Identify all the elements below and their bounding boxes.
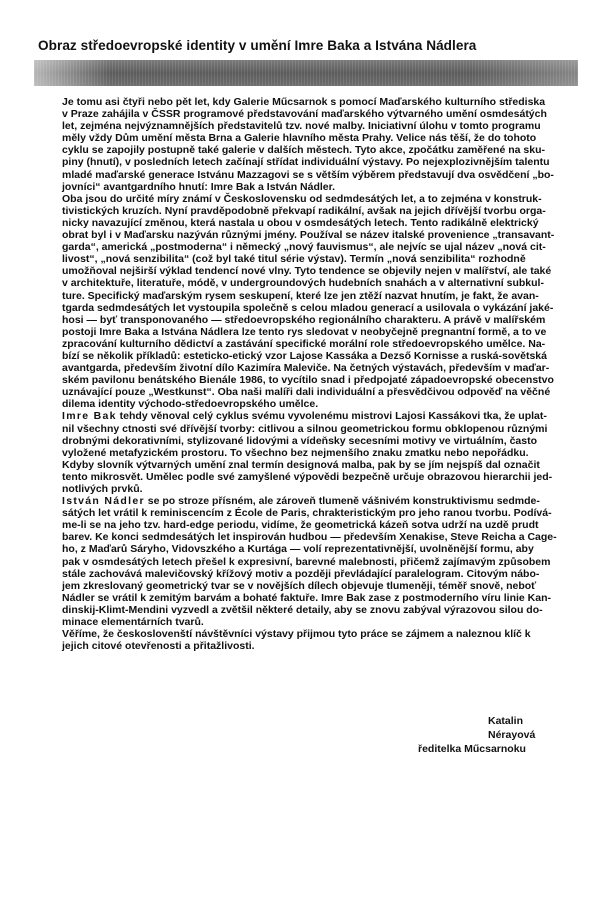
text-line: notlivých prvků.	[62, 483, 143, 495]
paragraph-closing	[52, 628, 560, 652]
text-line: dinskij-Klimt-Mendini vyzvedl a zvětšil některé detaily, aby se znovu zabýval výrazovou silou do-	[62, 603, 543, 616]
artist-name-imre-bak: Imre Bak	[62, 410, 117, 423]
text-line: let, zejména nejvýznamnějších představitelů tzv. nové malby. Iniciativní úlohu v tomto programu	[62, 120, 541, 133]
text-line: jejich citové otevřenosti a přitažlivosti.	[62, 640, 255, 653]
text-line	[52, 495, 560, 507]
text-line: minace elementárních tvarů.	[62, 616, 204, 629]
paragraph-imre-bak	[52, 410, 560, 495]
page-title: Obraz středoevropské identity v umění Imre Baka a Istvána Nádlera	[38, 38, 477, 53]
paragraph-istvan-nadler	[52, 495, 560, 628]
text-line: avantgarda, především životní dílo Kazimíra Maleviče. Na četných výstavách, především v maďar-	[62, 362, 550, 375]
text-line: Nádler se vrátil k zemitým barvám a bohaté faktuře. Imre Bak zase z postmoderního víru linie Kan-	[62, 591, 551, 604]
text-line: bízí se několik příkladů: esteticko-etický vzor Lajose Kassáka a Dezső Kornisse a ruská-sovětská	[62, 349, 547, 362]
text-line: drobnými dekorativními, stylizované lidovými a vídeňsky secesními motivy ve virtuálním, často	[62, 434, 538, 447]
text-line: ho, z Maďarů Sáryho, Vidovszkého a Kurtága — volí reprezentativnější, uvolněnější formu, aby	[62, 543, 534, 556]
text-line: nicky navazující změnou, která nastala u obou v osmdesátých letech. Tento radikálně elektrický	[62, 216, 539, 229]
text-line: jovníci“ avantgardního hnutí: Imre Bak a István Nádler.	[62, 180, 336, 193]
text-line: zpracování kulturního dědictví a zastávání specifické morální role středoevropského umělce. Na-	[62, 337, 546, 350]
text-line: tento mikrosvět. Umělec podle své zamyšlené výpovědi bezpečně určuje obrazovou hierarchii jed-	[62, 470, 553, 483]
text-line: měly vždy Dům umění města Brna a Galerie hlavního města Prahy. Velice nás těší, že do tohoto	[62, 132, 537, 145]
artist-name-istvan-nadler: István Nádler	[62, 495, 145, 508]
text-line: livost“, „nová senzibilita“ (což byl také titul série výstav). Termín „nová senzibilita“ rozhodně	[62, 253, 526, 266]
text-run: tehdy věnoval celý cyklus svému vyvolenému mistrovi Lajosi Kassákovi tka, že uplat-	[116, 410, 547, 423]
text-line: dilema identity východo-středoevropského umělce.	[62, 398, 319, 411]
text-line: uznávající pouze „Westkunst“. Oba naši malíři dali individuální a přesvědčivou odpověď na věčné	[62, 386, 551, 399]
text-line: cyklu se zapojily postupně také galerie v dalších městech. Tyto akce, zpočátku zaměřené na sku-	[62, 144, 545, 157]
decorative-banner	[34, 60, 578, 86]
text-line: sátých let vrátil k reminiscencím z École de Paris, chrakteristickým pro jeho ranou tvorbu. Podívá-	[62, 507, 552, 520]
text-line: v Praze zahájila v ČSSR programové představování maďarského výtvarného umění osmdesátých	[62, 108, 547, 121]
article-body	[52, 96, 560, 652]
text-line: tivistických kruzích. Nyní pravděpodobně překvapí radikální, avšak na jejich dřívější tvorbu orga-	[62, 204, 546, 217]
text-line: pak v osmdesátých letech přešel k expresivní, barevné malebnosti, přičemž zajímavým způsobem	[62, 555, 551, 568]
signature-role: ředitelka Műcsarnoku	[418, 743, 526, 755]
text-line: Je tomu asi čtyři nebo pět let, kdy Galerie Műcsarnok s pomocí Maďarského kulturního střediska	[62, 96, 546, 108]
text-line: postoji Imre Baka a Istvána Nádlera lze tento rys sledovat v neobyčejně pregnantní formě, a to ve	[62, 325, 547, 338]
text-line: vyložené metafyzickém prostoru. To všechno bez nejmenšího znaku zmatku nebo nepořádku.	[62, 446, 529, 459]
text-line: me-li se na jeho tzv. hard-edge periodu, vidíme, že geometrická kázeň sotva udrží na uzdě prudt	[62, 519, 539, 532]
text-line: ture. Specifický maďarským rysem seskupení, které lze jen ztěží nazvat hnutím, je fakt, že avan-	[62, 289, 539, 302]
text-line: umožňoval nejširší výklad tendencí nové vlny. Tyto tendence se objevily nejen v malířství, ale také	[62, 265, 552, 278]
text-line: barev. Ke konci sedmdesátých let inspirován hudbou — především Xenakise, Steve Reicha a Cage-	[62, 531, 557, 544]
text-line: ském pavilonu benátského Bienále 1986, to vycítilo snad i předpojaté západoevropské obecenstvo	[62, 374, 554, 387]
text-line: garda“, americká „postmoderna“ i německý „nový fauvismus“, ale nejvíc se ujal název „nová cit-	[62, 241, 546, 254]
text-line: obrat byl i v Maďarsku nazýván různými jmény. Používal se název italské provenience „transavant-	[62, 229, 555, 242]
signature-name: Katalin Nérayová	[488, 715, 536, 741]
text-line: nil všechny ctnosti své dřívější tvorby: citlivou a silnou geometrickou formu obklopenou různými	[62, 422, 548, 435]
text-line: v architektuře, literatuře, módě, v undergroundových hudebních snahách a v alternativní subkul-	[62, 277, 544, 290]
text-line: Kdyby slovník výtvarných umění znal termín designová malba, pak by se jím nejspíš dal označit	[62, 458, 540, 471]
signature-block	[352, 714, 572, 756]
text-line: Oba jsou do určité míry známí v Československu od sedmdesátých let, a to zejména v konstruk-	[62, 192, 542, 205]
text-line: mladé maďarské generace Istvánu Mazzagovi se s větším výběrem představují dva osvědčení „bo-	[62, 168, 554, 181]
text-line: piny (hnutí), v posledních letech začínají střídat individuální výstavy. Po nejexplozivnějším talentu	[62, 156, 550, 169]
paragraph-context	[52, 193, 560, 411]
text-line: hosi — byť transponovaného — středoevropského regionálního charakteru. A právě v malířském	[62, 313, 546, 326]
text-line: stále zachovává malevičovský křížový motiv a později převládající paralelogram. Citovým nábo-	[62, 567, 540, 580]
text-run: se po stroze přísném, ale zároveň tlumeně vášnivém konstruktivismu sedmde-	[144, 495, 540, 508]
text-line: Věříme, že českoslovenští návštěvníci výstavy přijmou tyto práce se zájmem a naleznou klíč k	[62, 628, 531, 641]
text-line: jem zkreslovaný geometrický tvar se v novějších dílech objevuje tlumeněji, téměř snově, neboť	[62, 579, 537, 592]
text-line	[52, 410, 560, 422]
paragraph-intro	[52, 96, 560, 193]
text-line: tgarda sedmdesátých let vystoupila společně s celou mladou generací a usilovala o vykázání jaké-	[62, 301, 554, 314]
